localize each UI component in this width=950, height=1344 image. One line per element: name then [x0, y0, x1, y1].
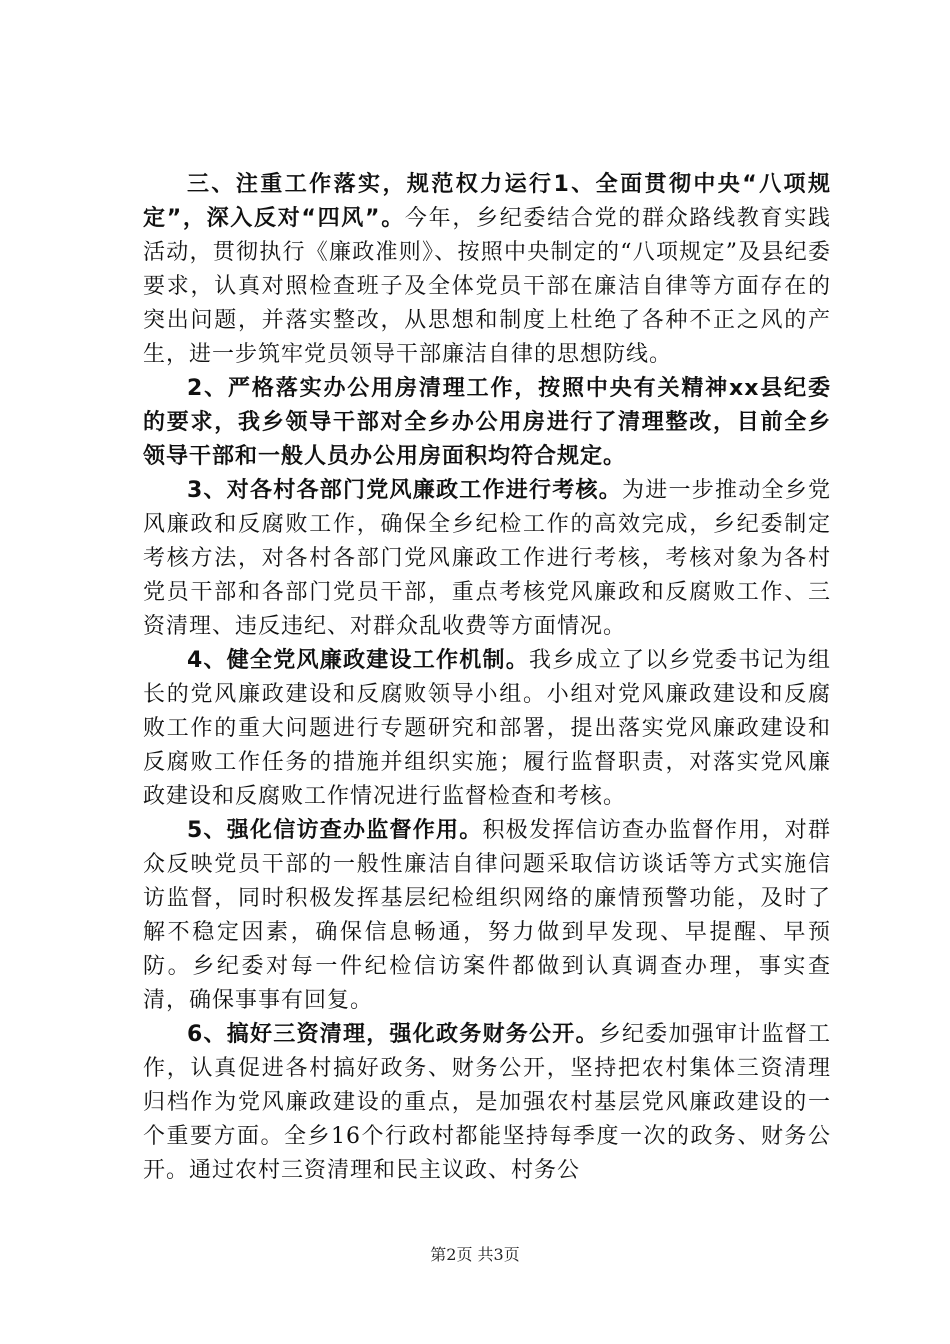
page-number-footer: 第2页 共3页 — [430, 1245, 520, 1264]
paragraph-2 — [143, 372, 831, 474]
paragraph-4-text: 我乡成立了以乡党委书记为组长的党风廉政建设和反腐败领导小组。小组对党风廉政建设和反腐败工作的重大问题进行专题研究和部署，提出落实党风廉政建设和反腐败工作任务的措施并组织实施；履行监督职责，对落实党风廉政建设和反腐败工作情况进行监督检查和考核。 — [143, 648, 831, 809]
paragraph-3-heading: 3、对各村各部门党风廉政工作进行考核。 — [187, 478, 623, 503]
paragraph-4-heading: 4、健全党风廉政建设工作机制。 — [187, 648, 530, 673]
paragraph-3-text: 为进一步推动全乡党风廉政和反腐败工作，确保全乡纪检工作的高效完成，乡纪委制定考核方法，对各村各部门党风廉政工作进行考核，考核对象为各村党员干部和各部门党员干部，重点考核党风廉政和反腐败工作、三资清理、违反违纪、对群众乱收费等方面情况。 — [143, 478, 831, 639]
paragraph-3 — [143, 474, 831, 644]
paragraph-6-heading: 6、搞好三资清理，强化政务财务公开。 — [187, 1022, 599, 1047]
paragraph-6 — [143, 1018, 831, 1188]
paragraph-6-text: 乡纪委加强审计监督工作，认真促进各村搞好政务、财务公开，坚持把农村集体三资清理归档作为党风廉政建设的重点，是加强农村基层党风廉政建设的一个重要方面。全乡16个行政村都能坚持每季度一次的政务、财务公开。通过农村三资清理和民主议政、村务公 — [143, 1022, 831, 1183]
paragraph-4 — [143, 644, 831, 814]
paragraph-5-text: 积极发挥信访查办监督作用，对群众反映党员干部的一般性廉洁自律问题采取信访谈话等方式实施信访监督，同时积极发挥基层纪检组织网络的廉情预警功能，及时了解不稳定因素，确保信息畅通，努力做到早发现、早提醒、早预防。乡纪委对每一件纪检信访案件都做到认真调查办理，事实查清，确保事事有回复。 — [143, 818, 831, 1013]
document-body — [143, 168, 831, 1188]
paragraph-1-text: 今年，乡纪委结合党的群众路线教育实践活动，贯彻执行《廉政准则》、按照中央制定的“八项规定”及县纪委要求，认真对照检查班子及全体党员干部在廉洁自律等方面存在的突出问题，并落实整改，从思想和制度上杜绝了各种不正之风的产生，进一步筑牢党员领导干部廉洁自律的思想防线。 — [143, 206, 831, 367]
paragraph-1 — [143, 168, 831, 372]
paragraph-5-heading: 5、强化信访查办监督作用。 — [187, 818, 483, 843]
paragraph-2-heading: 2、严格落实办公用房清理工作，按照中央有关精神xx县纪委的要求，我乡领导干部对全乡办公用房进行了清理整改，目前全乡领导干部和一般人员办公用房面积均符合规定。 — [143, 376, 831, 469]
paragraph-5 — [143, 814, 831, 1018]
paragraph-1-heading: 三、注重工作落实，规范权力运行1、全面贯彻中央“八项规定”，深入反对“四风”。 — [143, 172, 831, 231]
